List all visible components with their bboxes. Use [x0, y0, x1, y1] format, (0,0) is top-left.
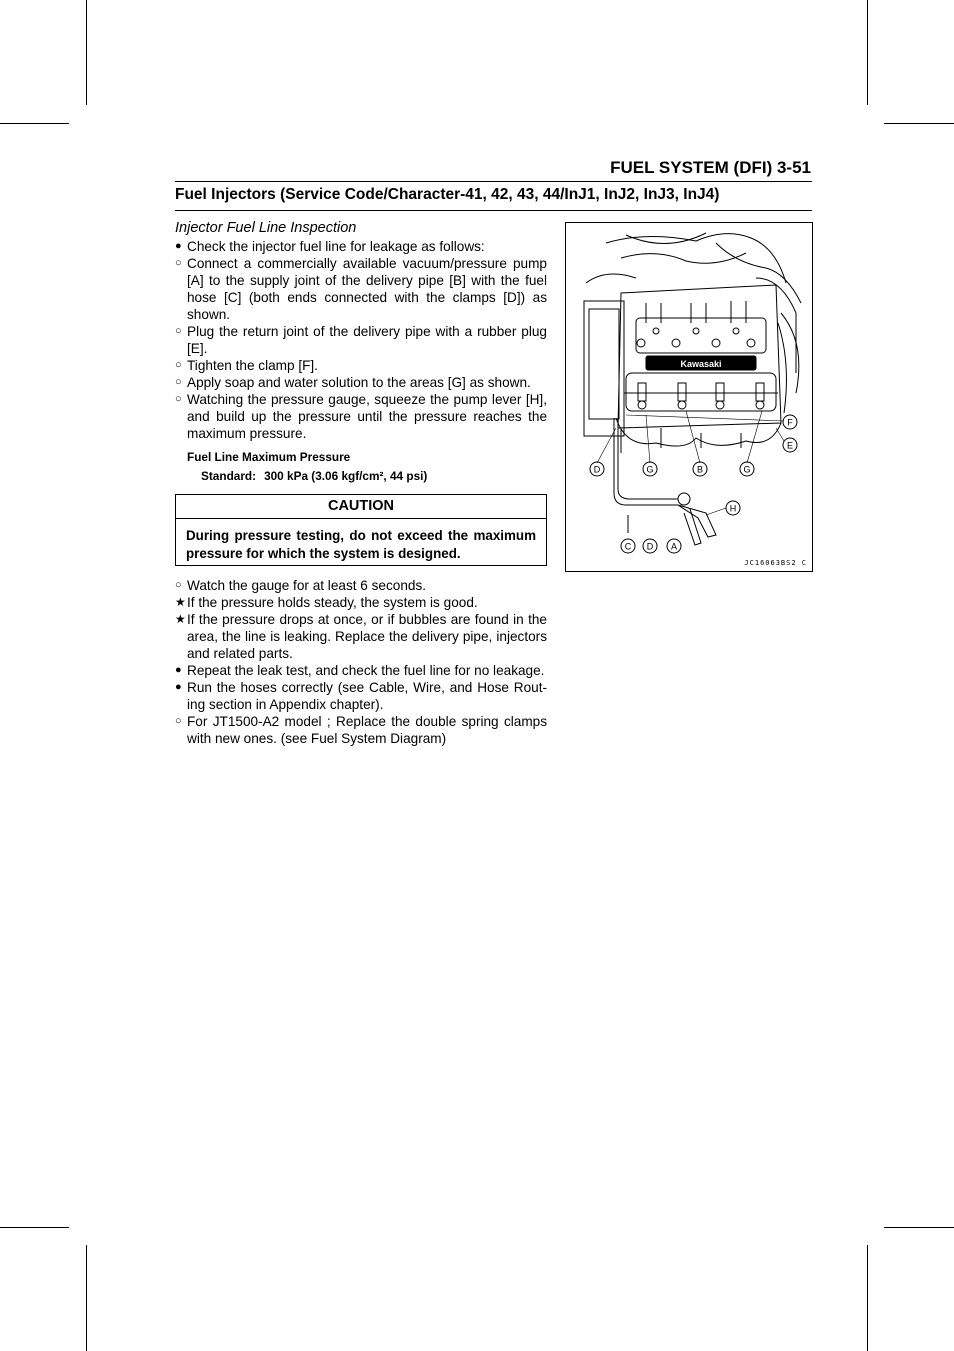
list-item: ○ Plug the return joint of the delivery pipe with a rubber plug [E].: [175, 324, 547, 356]
list-item: ● Check the injector fuel line for leakage as follows:: [175, 239, 485, 254]
crop-mark: [867, 1245, 868, 1351]
crop-mark: [884, 1227, 954, 1228]
crop-mark: [86, 0, 87, 105]
caution-title: CAUTION: [176, 495, 546, 519]
list-item: ○ Watching the pressure gauge, squeeze the pump lever [H], and build up the pressure until the pressure reaches the maximum pressure.: [175, 392, 547, 441]
crop-mark: [884, 123, 954, 124]
list-item: ○ Apply soap and water solution to the areas [G] as shown.: [175, 375, 531, 390]
callout-g: G: [646, 464, 654, 475]
circle-icon: ○: [175, 715, 182, 727]
header-rule: [175, 181, 812, 182]
star-icon: ★: [175, 595, 186, 609]
spec-label: Fuel Line Maximum Pressure: [187, 450, 351, 464]
list-item: ○ Connect a commercially available vacuum/pressure pump [A] to the supply joint of the delivery pipe [B] with the fuel hose [C] (both ends connected with the clamps [D]) as shown.: [175, 256, 547, 322]
list-item: ● Repeat the leak test, and check the fuel line for no leakage.: [175, 663, 545, 678]
circle-icon: ○: [175, 579, 182, 591]
caution-text: During pressure testing, do not exceed the maximum pressure for which the system is designed.: [186, 528, 536, 561]
crop-mark: [0, 1227, 69, 1228]
bullet-icon: ●: [175, 240, 182, 252]
crop-mark: [86, 1245, 87, 1351]
page-header-title: FUEL SYSTEM (DFI) 3-51: [610, 158, 811, 177]
engine-illustration: [566, 223, 812, 571]
callout-e: E: [786, 440, 794, 451]
bullet-icon: ●: [175, 664, 182, 676]
figure-code: JC16063BS2 C: [744, 559, 807, 567]
list-item: ★ If the pressure holds steady, the system is good.: [175, 595, 478, 610]
callout-d: D: [593, 464, 601, 475]
section-title: Fuel Injectors (Service Code/Character-41, 42, 43, 44/InJ1, InJ2, InJ3, InJ4): [175, 186, 720, 203]
circle-icon: ○: [175, 325, 182, 337]
circle-icon: ○: [175, 257, 182, 269]
spec-line: [201, 468, 547, 485]
crop-mark: [0, 123, 69, 124]
subheading: Injector Fuel Line Inspection: [175, 220, 357, 236]
circle-icon: ○: [175, 393, 182, 405]
star-icon: ★: [175, 612, 186, 626]
callout-g: G: [743, 464, 751, 475]
crop-mark: [867, 0, 868, 105]
callout-d: D: [646, 541, 654, 552]
section-rule: [175, 210, 812, 211]
spec-value: 300 kPa (3.06 kgf/cm², 44 psi): [264, 469, 428, 483]
caution-box: [175, 494, 547, 566]
list-item: ○ Watch the gauge for at least 6 seconds.: [175, 578, 427, 593]
bullet-icon: ●: [175, 681, 182, 693]
callout-b: B: [696, 464, 704, 475]
callout-h: H: [729, 503, 737, 514]
list-item: ○ For JT1500-A2 model ; Replace the double spring clamps with new ones. (see Fuel System Diagram): [175, 714, 547, 746]
callout-c: C: [624, 541, 632, 552]
brand-logo-text: Kawasaki: [680, 359, 722, 369]
callout-f: F: [787, 417, 793, 428]
list-item: ● Run the hoses correctly (see Cable, Wire, and Hose Routing section in Appendix chapter).: [175, 680, 547, 712]
list-item: ○ Tighten the clamp [F].: [175, 358, 318, 373]
engine-figure: [565, 222, 813, 572]
circle-icon: ○: [175, 359, 182, 371]
text-column: [175, 220, 547, 747]
callout-a: A: [670, 541, 678, 552]
circle-icon: ○: [175, 376, 182, 388]
spec-name: Standard:: [201, 469, 257, 483]
list-item: ★ If the pressure drops at once, or if bubbles are found in the area, the line is leaking. Replace the delivery pipe, injectors and related parts.: [175, 612, 547, 661]
